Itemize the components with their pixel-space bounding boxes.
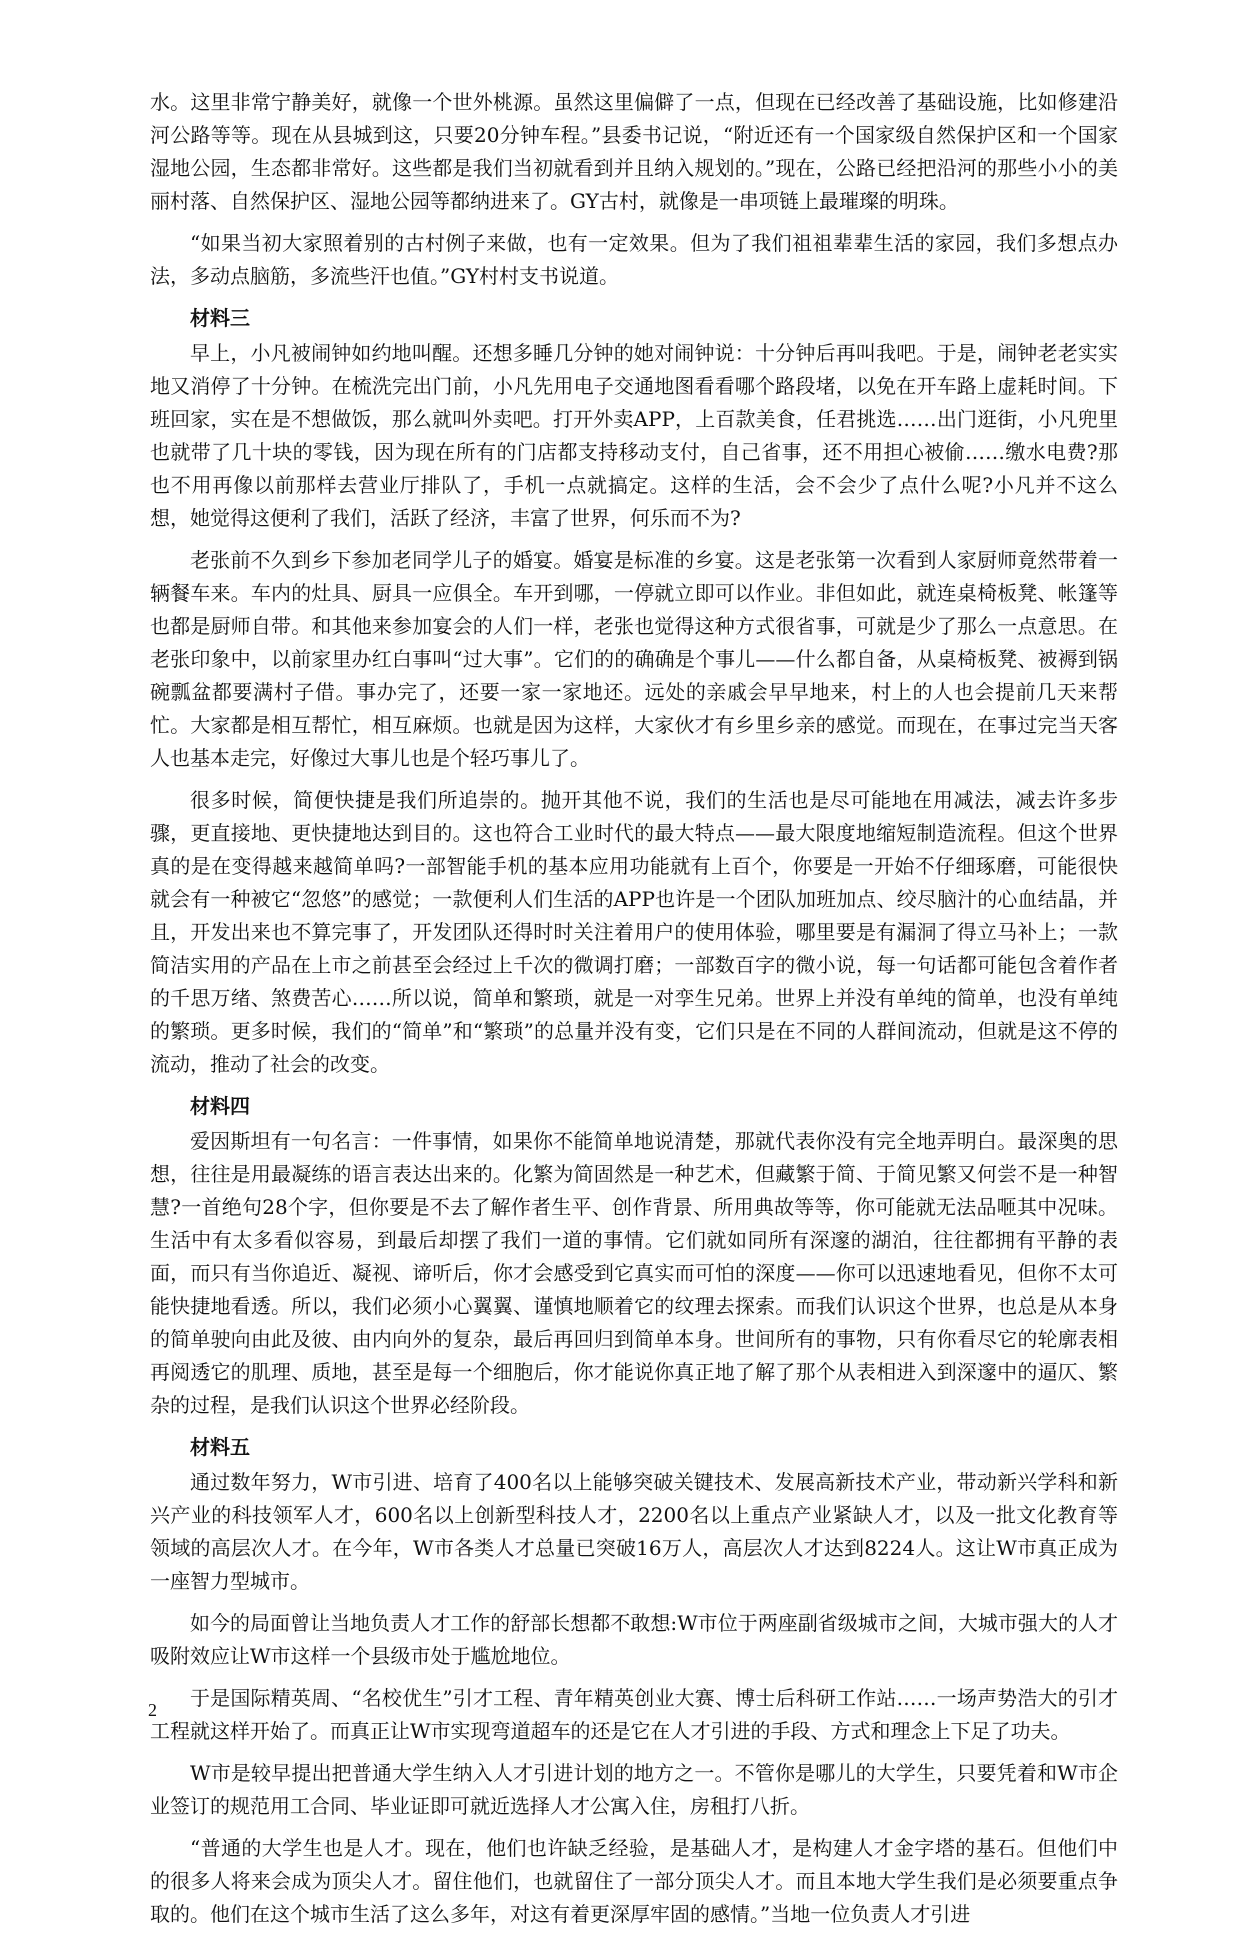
paragraph: “普通的大学生也是人才。现在，他们也许缺乏经验，是基础人才，是构建人才金字塔的基石。但他们中的很多人将来会成为顶尖人才。留住他们，也就留住了一部分顶尖人才。而且本地大学生我们是必须要重点争取的。他们在这个城市生活了这么多年，对这有着更深厚牢固的感情。”当地一位负责人才引进 [150,1836,1118,1926]
paragraph: 水。这里非常宁静美好，就像一个世外桃源。虽然这里偏僻了一点，但现在已经改善了基础设施，比如修建沿河公路等等。现在从县城到这，只要20分钟车程。”县委书记说，“附近还有一个国家级自然保护区和一个国家湿地公园，生态都非常好。这些都是我们当初就看到并且纳入规划的。”现在，公路已经把沿河的那些小小的美丽村落、自然保护区、湿地公园等都纳进来了。GY古村，就像是一串项链上最璀璨的明珠。 [150,90,1118,213]
paragraph: 如今的局面曾让当地负责人才工作的舒部长想都不敢想:W市位于两座副省级城市之间，大城市强大的人才吸附效应让W市这样一个县级市处于尴尬地位。 [150,1611,1118,1668]
paragraph: 老张前不久到乡下参加老同学儿子的婚宴。婚宴是标准的乡宴。这是老张第一次看到人家厨师竟然带着一辆餐车来。车内的灶具、厨具一应俱全。车开到哪，一停就立即可以作业。非但如此，就连桌椅板凳、帐篷等也都是厨师自带。和其他来参加宴会的人们一样，老张也觉得这种方式很省事，可就是少了那么一点意思。在老张印象中，以前家里办红白事叫“过大事”。它们的的确确是个事儿——什么都自备，从桌椅板凳、被褥到锅碗瓢盆都要满村子借。事办完了，还要一家一家地还。远处的亲戚会早早地来，村上的人也会提前几天来帮忙。大家都是相互帮忙，相互麻烦。也就是因为这样，大家伙才有乡里乡亲的感觉。而现在，在事过完当天客人也基本走完，好像过大事儿也是个轻巧事儿了。 [150,548,1118,770]
document-page [150,86,1118,1940]
paragraph: 通过数年努力，W市引进、培育了400名以上能够突破关键技术、发展高新技术产业，带动新兴学科和新兴产业的科技领军人才，600名以上创新型科技人才，2200名以上重点产业紧缺人才，以及一批文化教育等领域的高层次人才。在今年，W市各类人才总量已突破16万人，高层次人才达到8224人。这让W市真正成为一座智力型城市。 [150,1470,1118,1593]
section-heading-material-5: 材料五 [190,1435,250,1459]
section-heading-material-3: 材料三 [190,306,250,330]
paragraph: 早上，小凡被闹钟如约地叫醒。还想多睡几分钟的她对闹钟说：十分钟后再叫我吧。于是，闹钟老老实实地又消停了十分钟。在梳洗完出门前，小凡先用电子交通地图看看哪个路段堵，以免在开车路上虚耗时间。下班回家，实在是不想做饭，那么就叫外卖吧。打开外卖APP，上百款美食，任君挑选……出门逛街，小凡兜里也就带了几十块的零钱，因为现在所有的门店都支持移动支付，自己省事，还不用担心被偷……缴水电费?那也不用再像以前那样去营业厅排队了，手机一点就搞定。这样的生活，会不会少了点什么呢?小凡并不这么想，她觉得这便利了我们，活跃了经济，丰富了世界，何乐而不为? [150,341,1118,530]
paragraph: “如果当初大家照着别的古村例子来做，也有一定效果。但为了我们祖祖辈辈生活的家园，我们多想点办法，多动点脑筋，多流些汗也值。”GY村村支书说道。 [150,231,1118,288]
paragraph: 爱因斯坦有一句名言：一件事情，如果你不能简单地说清楚，那就代表你没有完全地弄明白。最深奥的思想，往往是用最凝练的语言表达出来的。化繁为简固然是一种艺术，但藏繁于简、于简见繁又何尝不是一种智慧?一首绝句28个字，但你要是不去了解作者生平、创作背景、所用典故等等，你可能就无法品咂其中况味。生活中有太多看似容易，到最后却摆了我们一道的事情。它们就如同所有深邃的湖泊，往往都拥有平静的表面，而只有当你追近、凝视、谛听后，你才会感受到它真实而可怕的深度——你可以迅速地看见，但你不太可能快捷地看透。所以，我们必须小心翼翼、谨慎地顺着它的纹理去探索。而我们认识这个世界，也总是从本身的简单驶向由此及彼、由内向外的复杂，最后再回归到简单本身。世间所有的事物，只有你看尽它的轮廓表相再阅透它的肌理、质地，甚至是每一个细胞后，你才能说你真正地了解了那个从表相进入到深邃中的逼仄、繁杂的过程，是我们认识这个世界必经阶段。 [150,1129,1118,1417]
section-heading-material-4: 材料四 [190,1094,250,1118]
page-number: 2 [148,1700,157,1720]
paragraph: 于是国际精英周、“名校优生”引才工程、青年精英创业大赛、博士后科研工作站……一场声势浩大的引才工程就这样开始了。而真正让W市实现弯道超车的还是它在人才引进的手段、方式和理念上下足了功夫。 [150,1686,1118,1743]
paragraph: W市是较早提出把普通大学生纳入人才引进计划的地方之一。不管你是哪儿的大学生，只要凭着和W市企业签订的规范用工合同、毕业证即可就近选择人才公寓入住，房租打八折。 [150,1761,1118,1818]
paragraph: 很多时候，简便快捷是我们所追崇的。抛开其他不说，我们的生活也是尽可能地在用减法，减去许多步骤，更直接地、更快捷地达到目的。这也符合工业时代的最大特点——最大限度地缩短制造流程。但这个世界真的是在变得越来越简单吗?一部智能手机的基本应用功能就有上百个，你要是一开始不仔细琢磨，可能很快就会有一种被它“忽悠”的感觉；一款便利人们生活的APP也许是一个团队加班加点、绞尽脑汁的心血结晶，并且，开发出来也不算完事了，开发团队还得时时关注着用户的使用体验，哪里要是有漏洞了得立马补上；一款简洁实用的产品在上市之前甚至会经过上千次的微调打磨；一部数百字的微小说，每一句话都可能包含着作者的千思万绪、煞费苦心……所以说，简单和繁琐，就是一对孪生兄弟。世界上并没有单纯的简单，也没有单纯的繁琐。更多时候，我们的“简单”和“繁琐”的总量并没有变，它们只是在不同的人群间流动，但就是这不停的流动，推动了社会的改变。 [150,788,1118,1076]
